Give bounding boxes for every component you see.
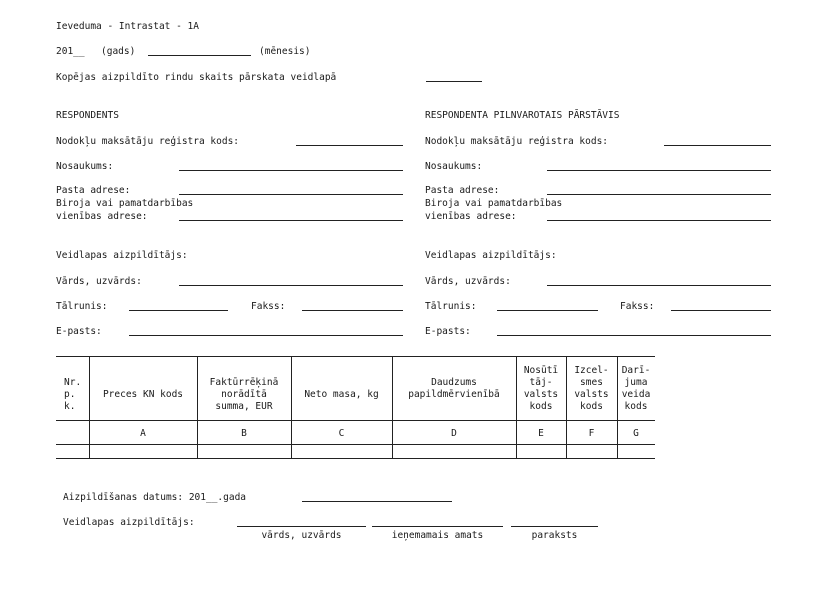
col-header-invoice-sum: Faktūrrēķinā norādītā summa, EUR (209, 377, 279, 412)
col-letter-g: G (633, 428, 639, 439)
representative-post-address-field[interactable] (547, 194, 771, 195)
col-letter-e: E (538, 428, 544, 439)
signer-name-caption: vārds, uzvārds (261, 530, 342, 541)
respondent-email-field[interactable] (129, 335, 403, 336)
table-col-sep (392, 356, 393, 459)
respondent-heading: RESPONDENTS (56, 110, 119, 121)
respondent-tax-code-field[interactable] (296, 145, 403, 146)
fill-date-label: Aizpildīšanas datums: 201__.gada (63, 492, 247, 503)
col-header-quantity: Daudzums papildmērvienībā (408, 377, 500, 400)
respondent-post-address-label: Pasta adrese: (56, 185, 131, 196)
respondent-fax-label: Fakss: (251, 301, 286, 312)
respondent-office-label-2: vienības adrese: (56, 211, 148, 222)
respondent-fax-field[interactable] (302, 310, 403, 311)
table-col-sep (291, 356, 292, 459)
col-header-origin-country: Izcel- smes valsts kods (574, 365, 609, 412)
col-header-dispatch-country: Nosūtī tāj- valsts kods (523, 365, 559, 412)
representative-name-field[interactable] (547, 170, 771, 171)
respondent-office-label-1: Biroja vai pamatdarbības (56, 198, 194, 209)
representative-tax-code-label: Nodokļu maksātāju reģistra kods: (425, 136, 609, 147)
respondent-office-address-field[interactable] (179, 220, 403, 221)
col-header-nr: Nr. p. k. (64, 377, 82, 412)
representative-heading: RESPONDENTA PILNVAROTAIS PĀRSTĀVIS (425, 110, 620, 121)
representative-email-field[interactable] (497, 335, 771, 336)
representative-phone-field[interactable] (497, 310, 598, 311)
respondent-name-field[interactable] (179, 170, 403, 171)
representative-fax-field[interactable] (671, 310, 771, 311)
col-letter-c: C (338, 428, 345, 439)
col-letter-b: B (241, 428, 247, 439)
representative-fullname-field[interactable] (547, 285, 771, 286)
rows-count-field[interactable] (426, 81, 482, 82)
rows-count-label: Kopējas aizpildīto rindu skaits pārskata veidlapā (56, 72, 337, 83)
col-header-net-mass: Neto masa, kg (304, 389, 379, 400)
representative-fullname-label: Vārds, uzvārds: (425, 276, 511, 287)
representative-fax-label: Fakss: (620, 301, 655, 312)
month-label: (mēnesis) (259, 46, 311, 57)
col-header-transaction-type: Darī- juma veida kods (621, 365, 651, 412)
col-header-kn-code: Preces KN kods (102, 389, 184, 400)
representative-filler-heading: Veidlapas aizpildītājs: (425, 250, 557, 261)
year-label: (gads) (101, 46, 136, 57)
representative-office-address-field[interactable] (547, 220, 771, 221)
table-col-sep (89, 356, 90, 459)
fill-date-field[interactable] (302, 501, 452, 502)
representative-office-label-2: vienības adrese: (425, 211, 517, 222)
col-letter-d: D (451, 428, 457, 439)
col-letter-a: A (140, 428, 146, 439)
year-prefix: 201__ (56, 46, 85, 57)
representative-phone-label: Tālrunis: (425, 301, 477, 312)
respondent-filler-heading: Veidlapas aizpildītājs: (56, 250, 188, 261)
signer-position-field[interactable] (372, 526, 503, 527)
respondent-tax-code-label: Nodokļu maksātāju reģistra kods: (56, 136, 240, 147)
respondent-phone-label: Tālrunis: (56, 301, 108, 312)
representative-email-label: E-pasts: (425, 326, 471, 337)
representative-post-address-label: Pasta adrese: (425, 185, 500, 196)
respondent-name-label: Nosaukums: (56, 161, 114, 172)
respondent-fullname-field[interactable] (179, 285, 403, 286)
respondent-fullname-label: Vārds, uzvārds: (56, 276, 142, 287)
respondent-email-label: E-pasts: (56, 326, 102, 337)
footer-filler-label: Veidlapas aizpildītājs: (63, 517, 195, 528)
representative-name-label: Nosaukums: (425, 161, 483, 172)
month-field[interactable] (148, 55, 251, 56)
signature-caption: paraksts (531, 530, 578, 541)
respondent-phone-field[interactable] (129, 310, 228, 311)
signer-name-field[interactable] (237, 526, 366, 527)
signature-field[interactable] (511, 526, 598, 527)
respondent-post-address-field[interactable] (179, 194, 403, 195)
signer-position-caption: ieņemamais amats (391, 530, 484, 541)
representative-tax-code-field[interactable] (664, 145, 771, 146)
representative-office-label-1: Biroja vai pamatdarbības (425, 198, 563, 209)
form-title: Ieveduma - Intrastat - 1A (56, 21, 199, 32)
col-letter-f: F (588, 428, 595, 439)
